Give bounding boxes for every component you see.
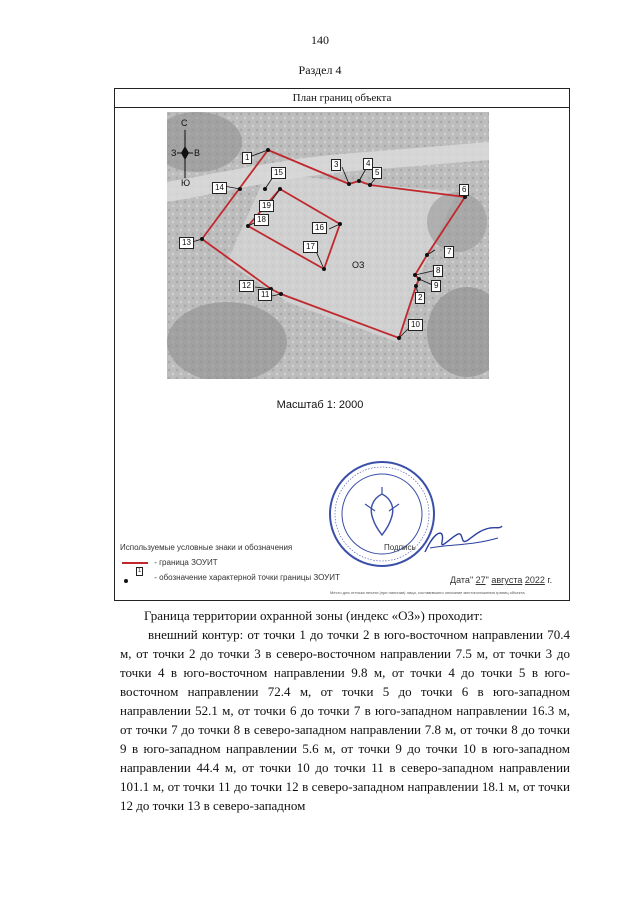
compass-east: В [194, 148, 201, 158]
section-heading: Раздел 4 [298, 63, 342, 77]
point-dot-icon [124, 579, 128, 583]
point-label-5: 5 [372, 167, 382, 179]
signature-label: Подпись [384, 543, 416, 552]
zone-label: ОЗ [352, 260, 365, 270]
compass-arrow-icon [175, 130, 195, 178]
map-drawing [167, 112, 489, 379]
point-label-19: 19 [259, 200, 274, 212]
point-label-3: 3 [331, 159, 341, 171]
description-body: внешний контур: от точки 1 до точки 2 в юго-восточном направлении 70.4 м, от точки 2 до точки 3 в северо-восточном направлении 7.5 м, от точки 3 до точки 4 в юго-восточном направлении 9.8 м, от точки 4 до точки 5 в юго-восточном направлении 72.4 м, от точки 5 до точки 6 в юго-западном направлении 52.1 м, от точки 6 до точки 7 в юго-западном направлении 16.3 м, от точки 7 до точки 8 в северо-западном направлении 7.8 м, от точки 8 до точки 9 в юго-западном направлении 5.6 м, от точки 9 до точки 10 в юго-западном направлении 44.4 м, от точки 10 до точки 11 в северо-западном направлении 101.1 м, от точки 11 до точки 12 в северо-западном направлении 18.1 м, от точки 12 до точки 13 в северо-западном [120, 627, 570, 813]
point-label-2: 2 [415, 292, 425, 304]
point-label-7: 7 [444, 246, 454, 258]
trees-e [427, 192, 487, 252]
point-label-17: 17 [303, 241, 318, 253]
date-day: 27 [475, 575, 486, 585]
plan-title: План границ объекта [114, 88, 570, 108]
point-label-6: 6 [459, 184, 469, 196]
legend-point-text: - обозначение характерной точки границы ЗОУИТ [154, 573, 340, 583]
point-label-1: 1 [242, 152, 252, 164]
map-scale: Масштаб 1: 2000 [276, 399, 364, 411]
point-label-12: 12 [239, 280, 254, 292]
point-label-13: 13 [179, 237, 194, 249]
page-number: 140 [311, 33, 329, 47]
point-label-11: 11 [258, 289, 272, 301]
legend-boundary [122, 558, 218, 567]
point-label-8: 8 [433, 265, 443, 277]
point-label-16: 16 [312, 222, 327, 234]
date-line: Дата" 27" августа 2022 г. [450, 575, 553, 585]
compass-north: С [181, 118, 188, 128]
legend-boundary-text: - граница ЗОУИТ [154, 558, 218, 567]
date-suffix: г. [547, 575, 553, 585]
boundary-description [120, 606, 570, 815]
point-label-9: 9 [431, 280, 441, 292]
compass-south: Ю [181, 178, 191, 188]
point-label-10: 10 [408, 319, 423, 331]
point-label-18: 18 [254, 214, 269, 226]
signature [420, 520, 505, 560]
date-prefix: Дата [450, 575, 470, 585]
aerial-map [167, 112, 489, 379]
date-year: 2022 [524, 575, 545, 585]
date-month: августа [491, 575, 523, 585]
legend-title: Используемые условные знаки и обозначения [120, 543, 293, 552]
point-label-4: 4 [363, 158, 373, 170]
point-label-15: 15 [271, 167, 286, 179]
point-label-14: 14 [212, 182, 227, 194]
legend-boundary-swatch [122, 562, 148, 564]
legend-point-swatch [122, 568, 148, 583]
trees-sw [167, 302, 287, 379]
description-heading: Граница территории охранной зоны (индекс «ОЗ») проходит: [144, 608, 483, 623]
stamp-footnote: Место для оттиска печати (при наличии) лица, составившего описание местоположения границ объекта [330, 590, 525, 595]
legend-point-sample: 1 [138, 568, 142, 574]
compass-west: З [171, 148, 177, 158]
legend-point [122, 568, 340, 583]
